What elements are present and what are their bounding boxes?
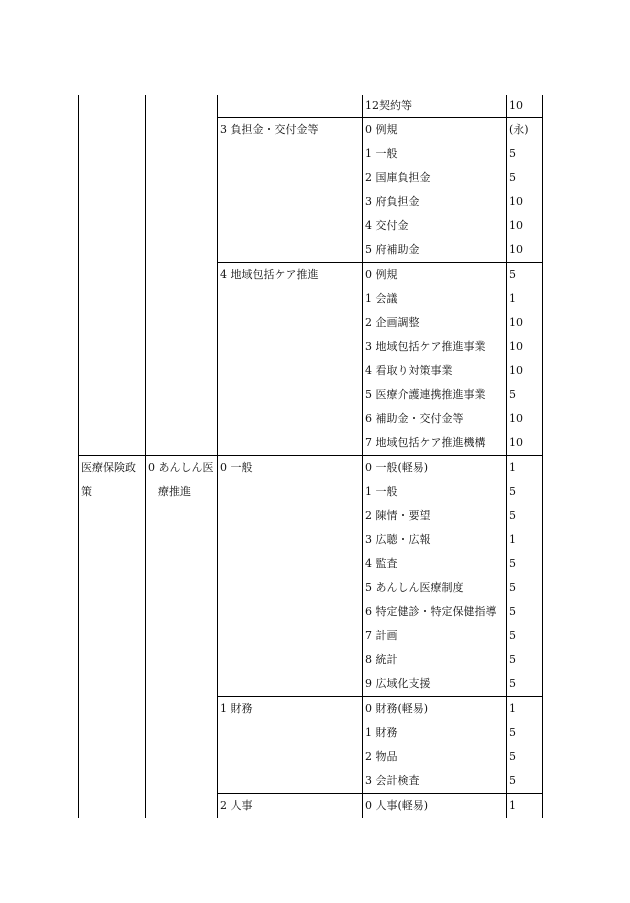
table-body xyxy=(79,95,543,818)
item-cell: 7 計画 xyxy=(363,624,507,648)
item-cell: 7 地域包括ケア推進機構 xyxy=(363,431,507,456)
retention-years-cell: 5 xyxy=(507,576,543,600)
retention-years-cell: 10 xyxy=(507,190,543,214)
item-cell: 3 府負担金 xyxy=(363,190,507,214)
subsection-label-line1: 0 あんしん医 xyxy=(148,461,214,474)
category-cell xyxy=(218,697,363,794)
item-cell: 5 府補助金 xyxy=(363,238,507,263)
retention-years-cell: 5 xyxy=(507,504,543,528)
category-label: 0 一般 xyxy=(220,461,253,474)
item-cell: 2 企画調整 xyxy=(363,311,507,335)
retention-years-cell: (永) xyxy=(507,118,543,143)
item-cell: 0 人事(軽易) xyxy=(363,794,507,819)
retention-years-cell: 5 xyxy=(507,769,543,794)
item-cell: 5 あんしん医療制度 xyxy=(363,576,507,600)
category-cell xyxy=(218,456,363,697)
retention-years-cell: 10 xyxy=(507,359,543,383)
item-cell: 2 物品 xyxy=(363,745,507,769)
retention-years-cell: 5 xyxy=(507,166,543,190)
item-cell: 1 一般 xyxy=(363,142,507,166)
retention-schedule-table xyxy=(78,95,543,818)
retention-years-cell: 1 xyxy=(507,697,543,722)
retention-years-cell: 5 xyxy=(507,721,543,745)
retention-years-cell: 10 xyxy=(507,335,543,359)
item-cell: 1 財務 xyxy=(363,721,507,745)
retention-years-cell: 5 xyxy=(507,383,543,407)
category-label: 1 財務 xyxy=(220,702,253,715)
item-cell: 9 広域化支援 xyxy=(363,672,507,697)
retention-years-cell: 1 xyxy=(507,794,543,819)
category-label: 2 人事 xyxy=(220,799,253,812)
category-cell xyxy=(218,263,363,456)
retention-years-cell: 10 xyxy=(507,431,543,456)
item-cell: 4 監査 xyxy=(363,552,507,576)
section-label-line2: 策 xyxy=(81,485,92,498)
retention-years-cell: 5 xyxy=(507,142,543,166)
section-cell xyxy=(79,456,146,819)
item-cell: 2 国庫負担金 xyxy=(363,166,507,190)
category-label: 4 地域包括ケア推進 xyxy=(220,268,319,281)
retention-years-cell: 5 xyxy=(507,672,543,697)
item-cell: 2 陳情・要望 xyxy=(363,504,507,528)
item-cell: 0 財務(軽易) xyxy=(363,697,507,722)
retention-years-cell: 5 xyxy=(507,745,543,769)
retention-years-cell: 1 xyxy=(507,528,543,552)
retention-years-cell: 5 xyxy=(507,552,543,576)
table-row xyxy=(79,95,543,118)
retention-years-cell: 5 xyxy=(507,624,543,648)
section-cell xyxy=(79,95,146,456)
retention-years-cell: 5 xyxy=(507,648,543,672)
retention-years-cell: 1 xyxy=(507,287,543,311)
subsection-label-line2: 療推進 xyxy=(158,485,191,498)
item-cell: 6 補助金・交付金等 xyxy=(363,407,507,431)
category-label: 3 負担金・交付金等 xyxy=(220,123,319,136)
item-cell: 0 一般(軽易) xyxy=(363,456,507,481)
item-cell: 4 看取り対策事業 xyxy=(363,359,507,383)
category-cell xyxy=(218,794,363,819)
retention-years-cell: 1 xyxy=(507,456,543,481)
item-cell: 3 広聴・広報 xyxy=(363,528,507,552)
category-cell xyxy=(218,118,363,263)
item-cell: 1 一般 xyxy=(363,480,507,504)
retention-years-cell: 10 xyxy=(507,238,543,263)
item-cell: 3 地域包括ケア推進事業 xyxy=(363,335,507,359)
retention-years-cell: 10 xyxy=(507,95,543,118)
item-cell: 12契約等 xyxy=(363,95,507,118)
category-cell xyxy=(218,95,363,118)
retention-years-cell: 10 xyxy=(507,311,543,335)
item-cell: 0 例規 xyxy=(363,118,507,143)
retention-years-cell: 5 xyxy=(507,600,543,624)
section-label-line1: 医療保険政 xyxy=(81,461,136,474)
subsection-cell xyxy=(146,456,218,819)
retention-years-cell: 5 xyxy=(507,263,543,288)
retention-years-cell: 10 xyxy=(507,214,543,238)
item-cell: 5 医療介護連携推進事業 xyxy=(363,383,507,407)
table-row xyxy=(79,456,543,481)
retention-years-cell: 5 xyxy=(507,480,543,504)
item-cell: 0 例規 xyxy=(363,263,507,288)
subsection-cell xyxy=(146,95,218,456)
item-cell: 8 統計 xyxy=(363,648,507,672)
item-cell: 1 会議 xyxy=(363,287,507,311)
retention-years-cell: 10 xyxy=(507,407,543,431)
item-cell: 3 会計検査 xyxy=(363,769,507,794)
item-cell: 6 特定健診・特定保健指導 xyxy=(363,600,507,624)
item-cell: 4 交付金 xyxy=(363,214,507,238)
